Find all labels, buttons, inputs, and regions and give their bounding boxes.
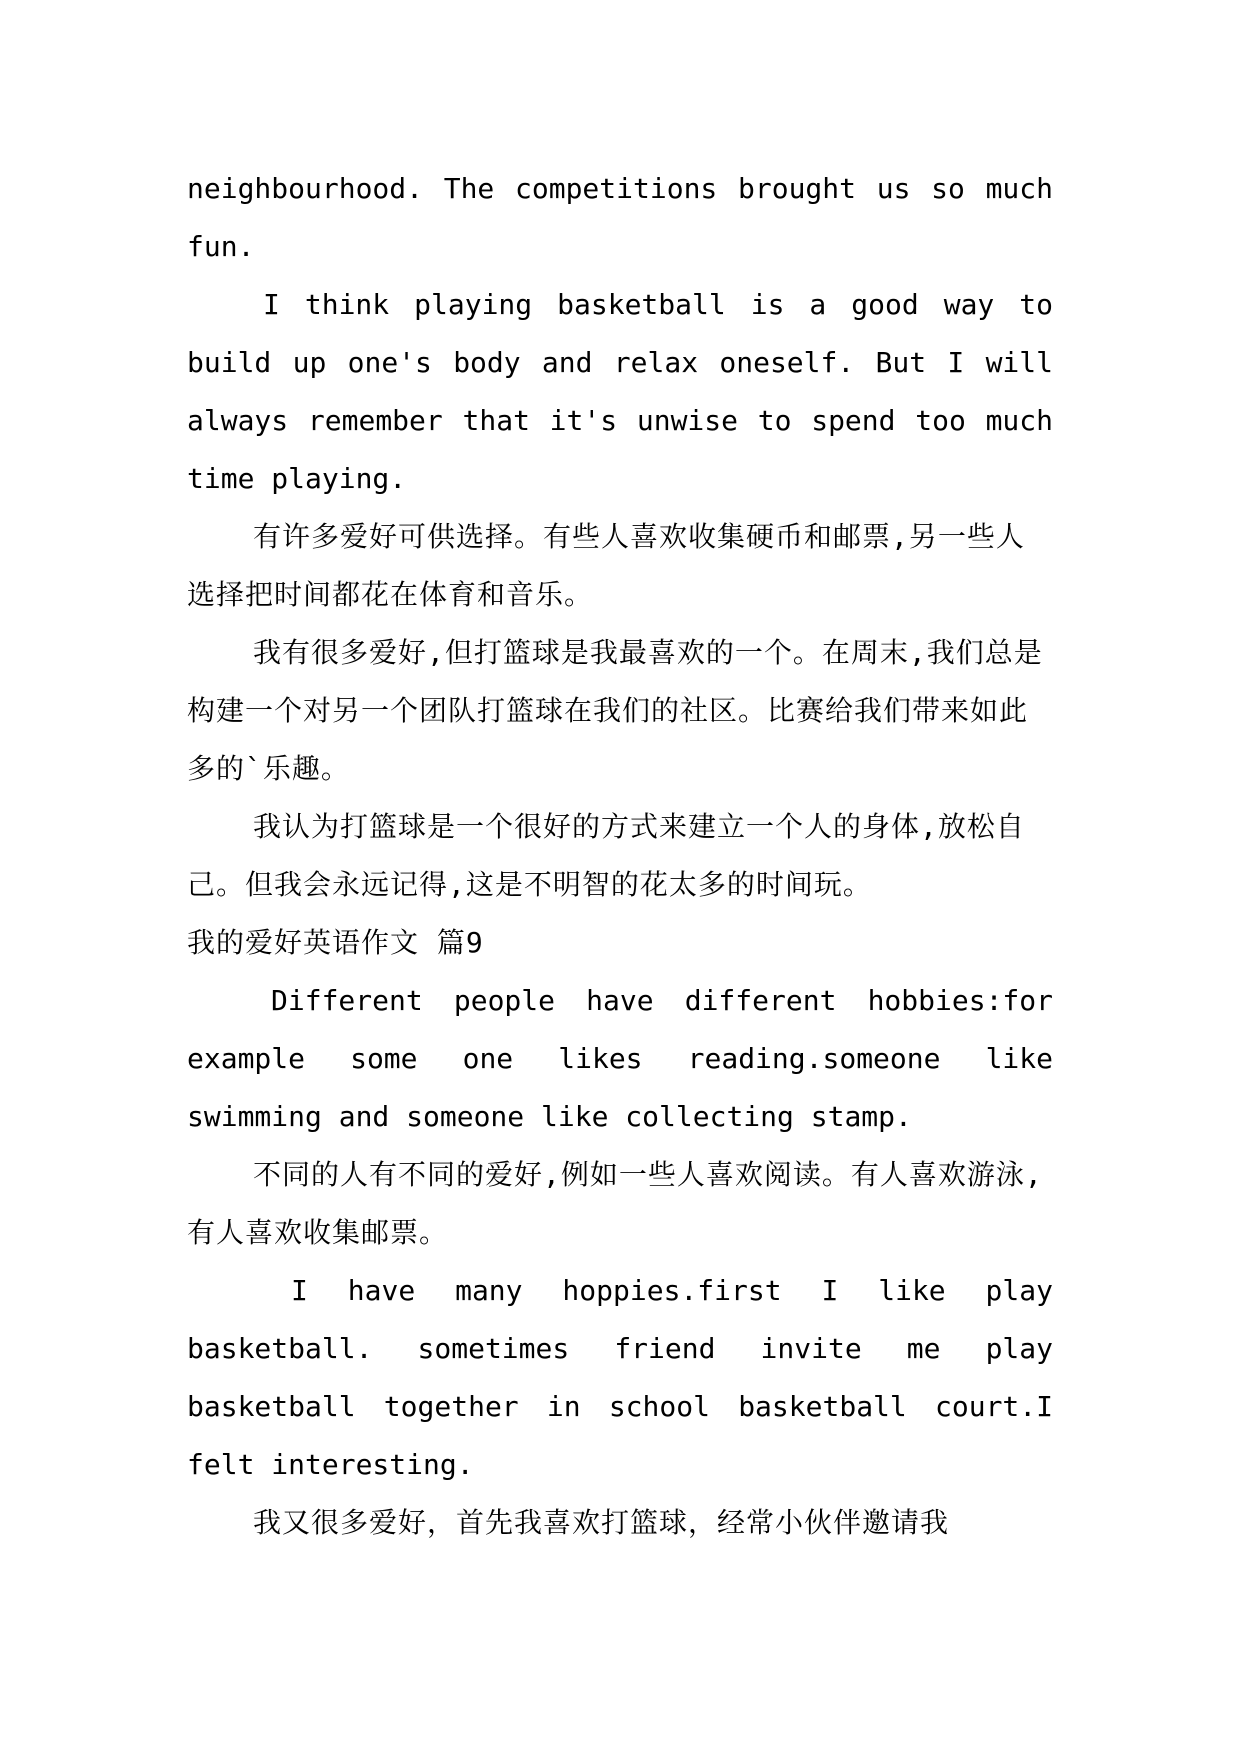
- paragraph-zh: 我有很多爱好,但打篮球是我最喜欢的一个。在周末,我们总是构建一个对另一个团队打篮球在我们的社区。比赛给我们带来如此多的`乐趣。: [187, 636, 1043, 785]
- paragraph-en: neighbourhood. The competitions brought us so much fun.: [187, 172, 1053, 263]
- document-body: [187, 160, 1053, 1552]
- section-heading: 我的爱好英语作文 篇9: [187, 926, 484, 959]
- paragraph-zh: 我又很多爱好，首先我喜欢打篮球，经常小伙伴邀请我: [253, 1506, 950, 1539]
- paragraph-zh: 不同的人有不同的爱好,例如一些人喜欢阅读。有人喜欢游泳,有人喜欢收集邮票。: [187, 1158, 1043, 1249]
- paragraph-en: I think playing basketball is a good way to build up one's body and relax oneself. But I will always remember that it's unwise to spend too much time playing.: [187, 288, 1053, 495]
- paragraph-zh: 我认为打篮球是一个很好的方式来建立一个人的身体,放松自己。但我会永远记得,这是不明智的花太多的时间玩。: [187, 810, 1025, 901]
- paragraph-en: I have many hoppies.first I like play basketball. sometimes friend invite me play basketball together in school basketball court.I felt interesting.: [187, 1274, 1053, 1481]
- paragraph-en: Different people have different hobbies:for example some one likes reading.someone like swimming and someone like collecting stamp.: [187, 984, 1053, 1133]
- paragraph-zh: 有许多爱好可供选择。有些人喜欢收集硬币和邮票,另一些人选择把时间都花在体育和音乐。: [187, 520, 1025, 611]
